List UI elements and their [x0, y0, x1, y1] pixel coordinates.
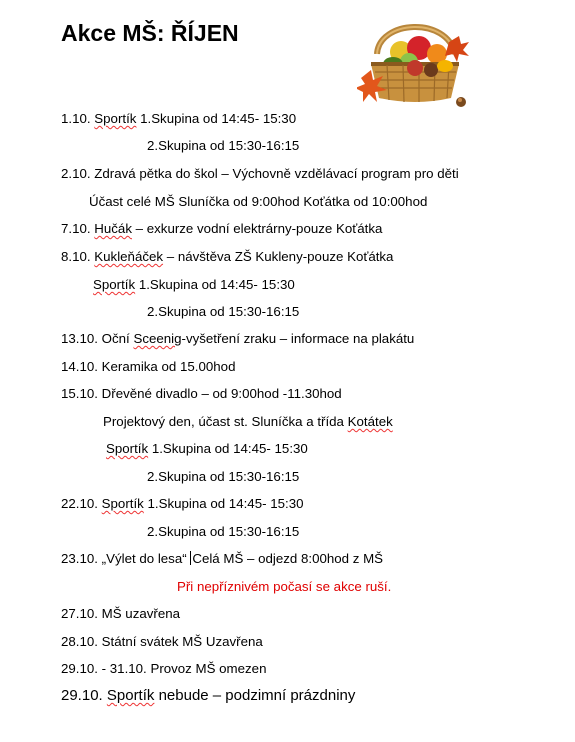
event-line: [61, 111, 296, 127]
event-text: 1.Skupina od 14:45- 15:30: [143, 496, 304, 511]
event-text: – návštěva ZŠ Kukleny-pouze Koťátka: [163, 249, 394, 264]
event-line: [61, 551, 383, 567]
event-text: Hučák: [94, 221, 132, 236]
event-text: Účast celé MŠ Sluníčka od 9:00hod Koťátka od 10:00hod: [89, 194, 428, 209]
page-title: Akce MŠ: ŘÍJEN: [61, 20, 239, 46]
event-text: 13.10. Oční: [61, 331, 134, 346]
event-line: [61, 359, 235, 375]
event-text: 2.10. Zdravá pětka do škol – Výchovně vzdělávací program pro děti: [61, 166, 459, 181]
fruit-basket-icon: [357, 12, 472, 112]
event-line: [147, 304, 299, 320]
event-text: 27.10. MŠ uzavřena: [61, 606, 181, 621]
event-text: 7.10.: [61, 221, 95, 236]
event-text: 1.Skupina od 14:45- 15:30: [135, 277, 295, 292]
event-text: 2.Skupina od 15:30-16:15: [147, 469, 300, 484]
event-line: [89, 194, 427, 210]
event-line: [61, 634, 263, 650]
event-text: 1.10.: [61, 111, 95, 126]
event-line: [61, 661, 266, 677]
event-text: 28.10. Státní svátek MŠ Uzavřena: [61, 634, 263, 649]
event-line: [147, 524, 299, 540]
event-text: Kotátek: [347, 414, 393, 429]
event-text: -vyšetření zraku – informace na plakátu: [181, 331, 415, 346]
event-line: [61, 249, 393, 265]
event-line: [61, 688, 355, 704]
event-text: 29.10.: [61, 687, 107, 704]
event-text: Kukleňáček: [94, 249, 164, 264]
event-text: 15.10. Dřevěné divadlo – od 9:00hod -11.30hod: [61, 386, 342, 401]
event-text: Sportík: [101, 496, 144, 511]
warning-text: Při nepříznivém počasí se akce ruší.: [177, 579, 392, 594]
event-text: 1.Skupina od 14:45- 15:30: [136, 111, 297, 126]
event-line: [61, 221, 382, 237]
event-text: Projektový den, účast st. Sluníčka a třída: [103, 414, 348, 429]
event-text: 1.Skupina od 14:45- 15:30: [148, 441, 308, 456]
event-line: [61, 496, 303, 512]
event-line: [147, 469, 299, 485]
event-text: Sportík: [94, 111, 137, 126]
event-line: [61, 331, 414, 347]
event-text: – exkurze vodní elektrárny-pouze Koťátka: [131, 221, 383, 236]
event-line: [93, 277, 295, 293]
event-line: [61, 606, 180, 622]
event-text: 14.10. Keramika od 15.00hod: [61, 359, 236, 374]
event-text: 23.10. „Výlet do lesa“: [61, 551, 191, 566]
event-text: Celá MŠ – odjezd 8:00hod z MŠ: [192, 551, 384, 566]
event-text: Sceenig: [133, 331, 182, 346]
event-text: nebude – podzimní prázdniny: [154, 687, 356, 704]
event-text: 2.Skupina od 15:30-16:15: [147, 138, 300, 153]
warning-line: [177, 579, 391, 595]
event-line: [61, 166, 459, 182]
event-text: Sportík: [93, 277, 136, 292]
event-line: [106, 441, 308, 457]
event-line: [103, 414, 393, 430]
event-line: [61, 386, 342, 402]
event-text: Sportík: [106, 441, 149, 456]
event-text: 2.Skupina od 15:30-16:15: [147, 524, 300, 539]
event-text: 2.Skupina od 15:30-16:15: [147, 304, 300, 319]
event-text: Sportík: [106, 687, 155, 704]
event-text: 29.10. - 31.10. Provoz MŠ omezen: [61, 661, 267, 676]
event-text: 22.10.: [61, 496, 102, 511]
event-text: 8.10.: [61, 249, 95, 264]
event-line: [147, 138, 299, 154]
